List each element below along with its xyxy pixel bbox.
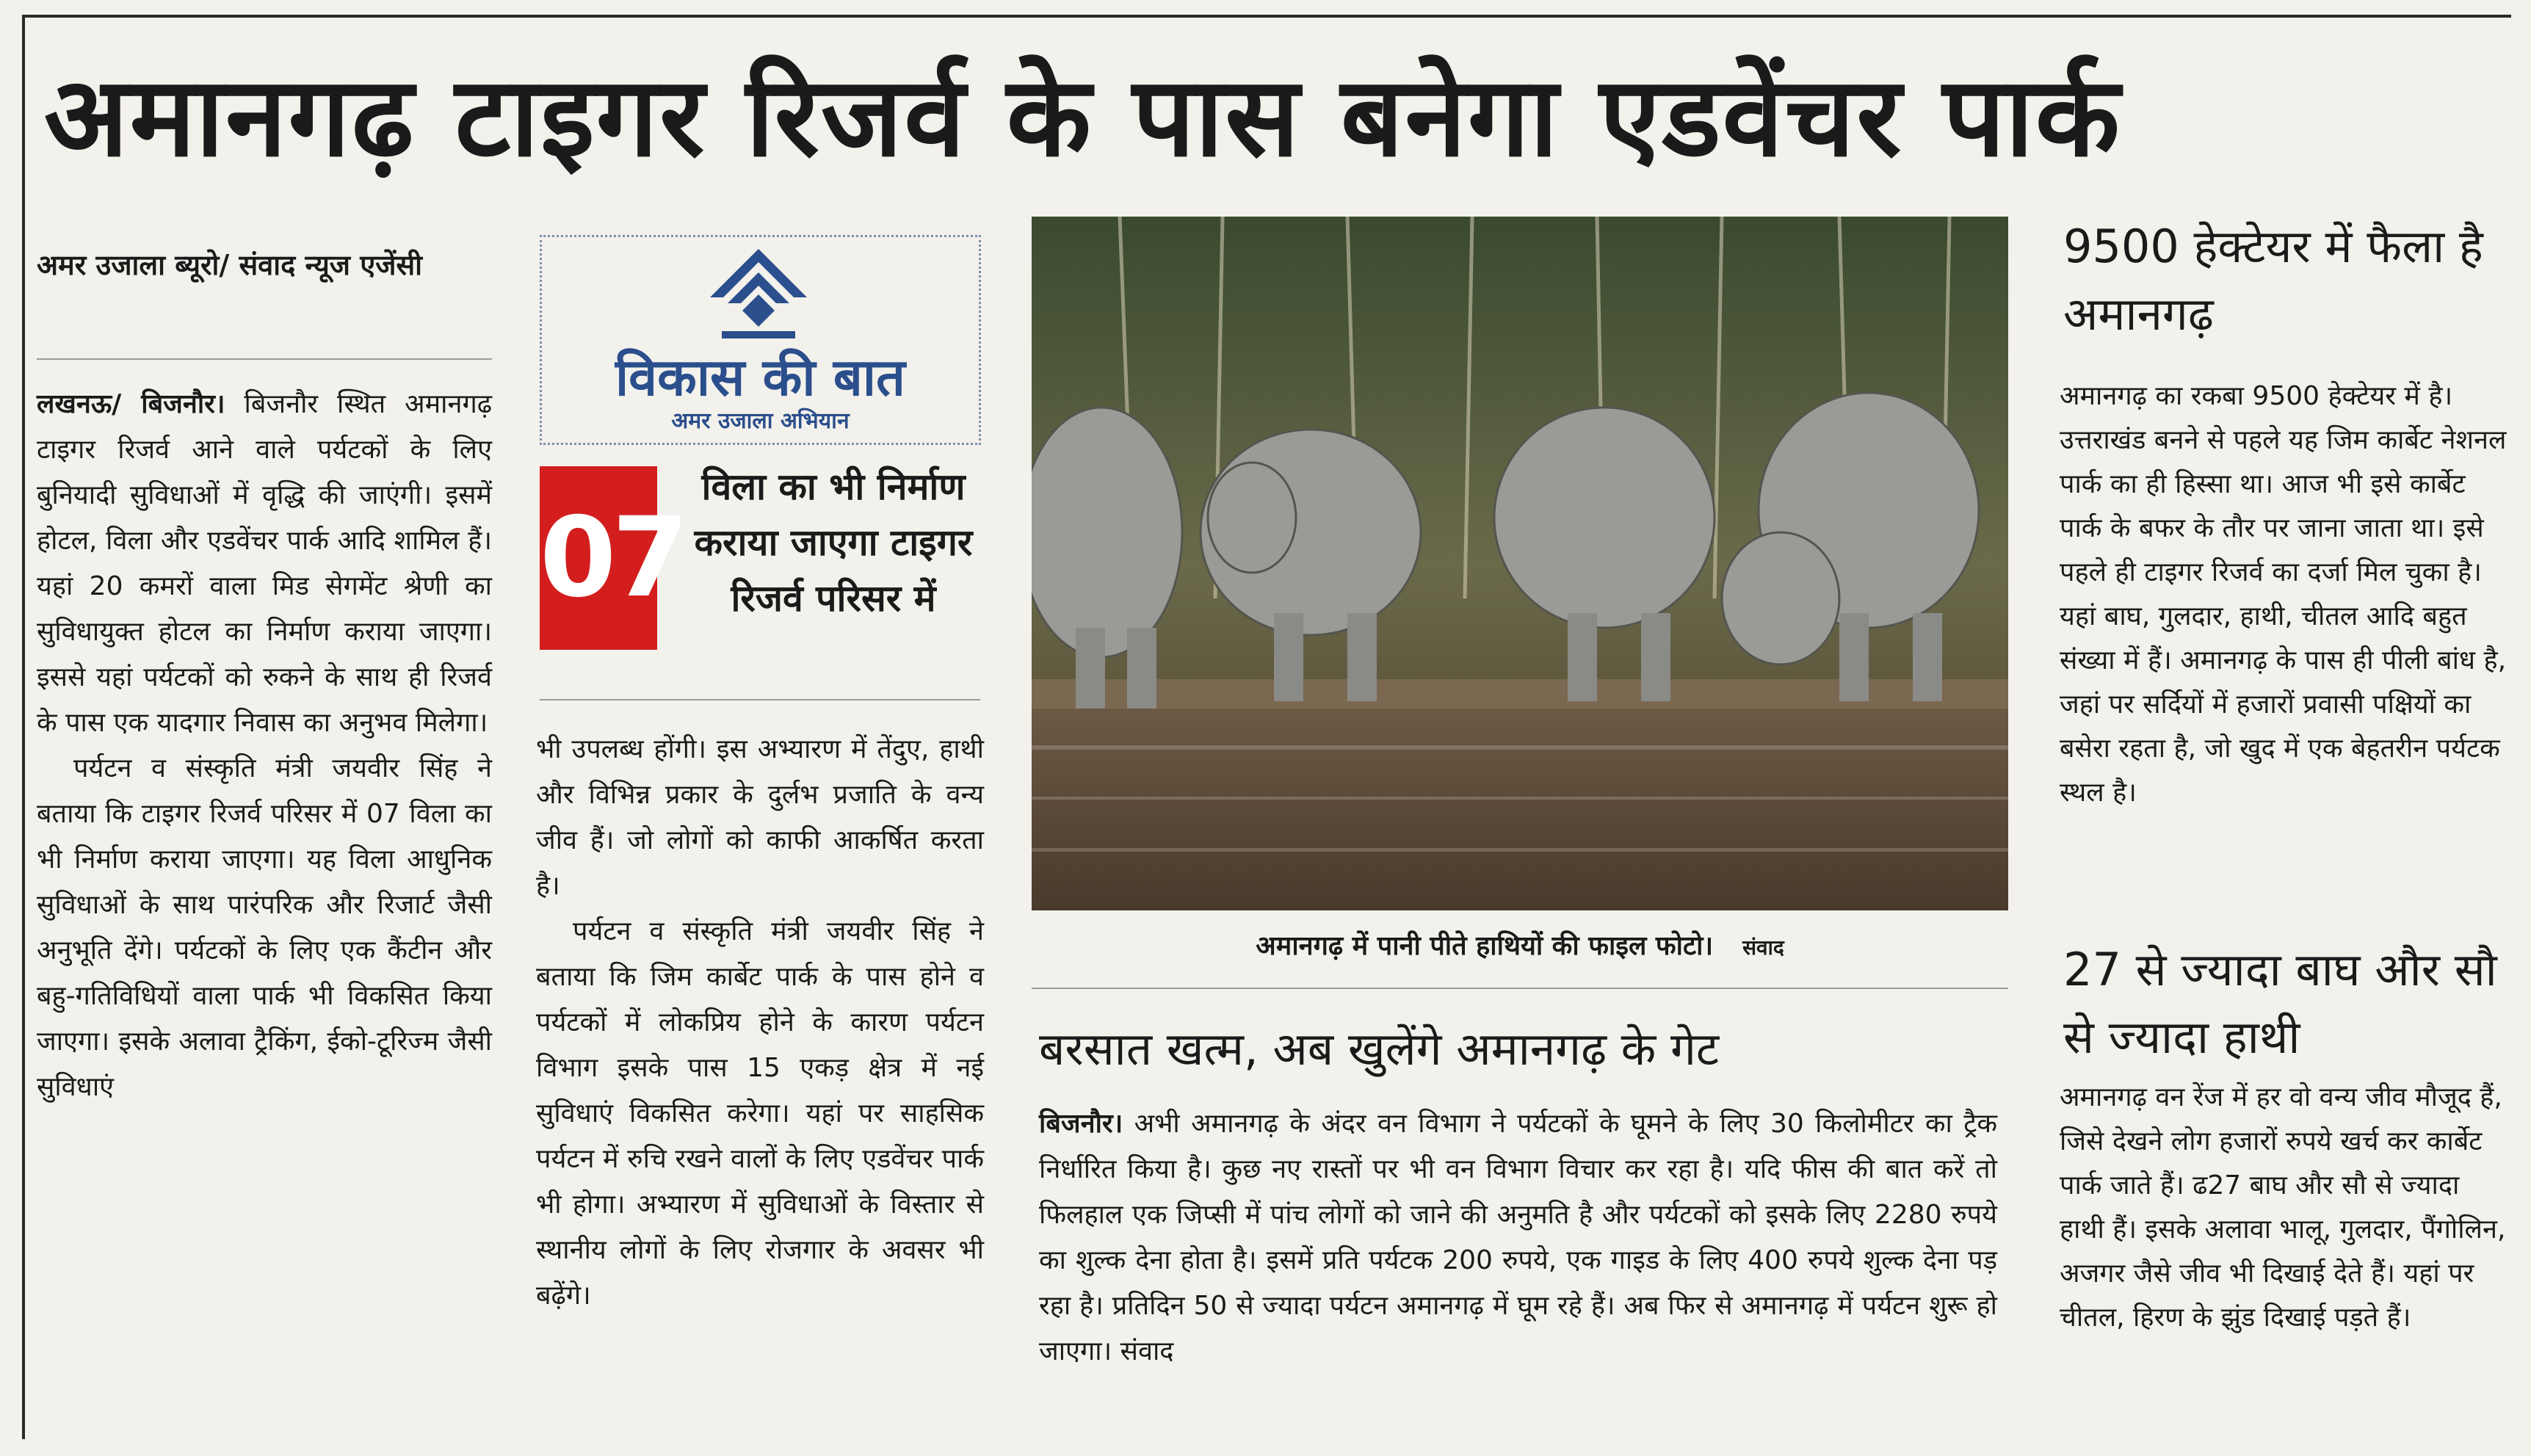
- column-1-para-2: पर्यटन व संस्कृति मंत्री जयवीर सिंह ने बताया कि टाइगर रिजर्व परिसर में 07 विला का भी निर्माण कराया जाएगा। यह विला आधुनिक सुविधाओं के साथ पारंपरिक और रिजार्ट जैसी अनुभूति देंगे। पर्यटकों के लिए एक कैंटीन और बहु-गतिविधियों वाला पार्क भी विकसित किया जाएगा। इसके अलावा ट्रैकिंग, ईको-टूरिज्म जैसी सुविधाएं: [37, 753, 492, 1102]
- logo-subtitle: अमर उजाला अभियान: [671, 408, 850, 434]
- middle-story-dateline: बिजनौर।: [1039, 1109, 1123, 1139]
- feature-highlight-text: विला का भी निर्माण कराया जाएगा टाइगर रिजर्व परिसर में: [694, 466, 973, 620]
- logo-title: विकास की बात: [615, 347, 905, 408]
- sidebar-text-2: अमानगढ़ वन रेंज में हर वो वन्य जीव मौजूद हैं, जिसे देखने लोग हजारों रुपये खर्च कर कार्बेट पार्क जाते हैं। ढ27 बाघ और सौ से ज्यादा हाथी हैं। इसके अलावा भालू, गुलदार, पैंगोलिन, अजगर जैसे जीव भी दिखाई देते हैं। यहां पर चीतल, हिरण के झुंड दिखाई पड़ते हैं।: [2060, 1082, 2506, 1333]
- sidebar-text-1: अमानगढ़ का रकबा 9500 हेक्टेयर में है। उत्तराखंड बनने से पहले यह जिम कार्बेट नेशनल पार्क का ही हिस्सा था। आज भी इसे कार्बेट पार्क के बफर के तौर पर जाना जाता था। इसे पहले ही टाइगर रिजर्व का दर्जा मिल चुका है। यहां बाघ, गुलदार, हाथी, चीतल आदि बहुत संख्या में हैं। अमानगढ़ के पास ही पीली बांध है, जहां पर सर्दियों में हजारों प्रवासी पक्षियों का बसेरा रहता है, जो खुद में एक बेहतरीन पर्यटक स्थल है।: [2060, 381, 2507, 808]
- column-2-body: [536, 727, 984, 1319]
- byline: अमर उजाला ब्यूरो/ संवाद न्यूज एजेंसी: [37, 249, 422, 281]
- column-2-para-1: भी उपलब्ध होंगी। इस अभ्यारण में तेंदुए, हाथी और विभिन्न प्रकार के दुर्लभ प्रजाति के वन्य जीव हैं। जो लोगों को काफी आकर्षित करता है।: [536, 734, 984, 901]
- top-border-rule: [22, 15, 2511, 18]
- column-1-body: [37, 382, 492, 1110]
- middle-story-body: [1039, 1101, 1997, 1374]
- diamond-logo-icon: [707, 246, 810, 341]
- photo-caption: [1032, 927, 2008, 963]
- photo-caption-text: अमानगढ़ में पानी पीते हाथियों की फाइल फोटो।: [1256, 931, 1714, 961]
- caption-divider: [1032, 988, 2008, 989]
- column-1-para-1: बिजनौर स्थित अमानगढ़ टाइगर रिजर्व आने वाले पर्यटकों के लिए बुनियादी सुविधाओं में वृद्धि की जाएंगी। इसमें होटल, विला और एडवेंचर पार्क आदि शामिल हैं। यहां 20 कमरों वाला मिड सेगमेंट श्रेणी का सुविधायुक्त होटल का निर्माण कराया जाएगा। इससे यहां पर्यटकों को रुकने के साथ ही रिजर्व के पास एक यादगार निवास का अनुभव मिलेगा।: [37, 389, 493, 738]
- sidebar-heading-1: 9500 हेक्टेयर में फैला है अमानगढ़: [2063, 220, 2483, 341]
- photo-credit: संवाद: [1742, 935, 1784, 960]
- sidebar-heading-2: 27 से ज्यादा बाघ और सौ से ज्यादा हाथी: [2063, 943, 2497, 1064]
- vikas-ki-baat-logo: [540, 235, 981, 445]
- column-2-para-2: पर्यटन व संस्कृति मंत्री जयवीर सिंह ने बताया कि जिम कार्बेट पार्क के पास होने व पर्यटकों में लोकप्रिय होने के कारण पर्यटन विभाग इसके पास 15 एकड़ क्षेत्र में नई सुविधाएं विकसित करेगा। यहां पर साहसिक पर्यटन में रुचि रखने वालों के लिए एडवेंचर पार्क भी होगा। अभ्यारण में सुविधाओं के विस्तार से स्थानीय लोगों के लिए रोजगार के अवसर भी बढ़ेंगे।: [536, 916, 984, 1311]
- middle-story-text: अभी अमानगढ़ के अंदर वन विभाग ने पर्यटकों के घूमने के लिए 30 किलोमीटर का ट्रैक निर्धारित किया है। कुछ नए रास्तों पर भी वन विभाग विचार कर रहा है। यदि फीस की बात करें तो फिलहाल एक जिप्सी में पांच लोगों को जाने की अनुमति है और पर्यटकों को इसके लिए 2280 रुपये का शुल्क देना होता है। इसमें प्रति पर्यटक 200 रुपये, एक गाइड के लिए 400 रुपये शुल्क देना पड़ रहा है। प्रतिदिन 50 से ज्यादा पर्यटन अमानगढ़ में घूम रहे हैं। अब फिर से अमानगढ़ में पर्यटन शुरू हो जाएगा। संवाद: [1039, 1109, 1997, 1366]
- byline-divider: [37, 358, 492, 360]
- left-border-rule: [22, 15, 25, 1439]
- feature-divider: [540, 699, 980, 700]
- elephants-photo: [1032, 217, 2008, 910]
- page-headline: अमानगढ़ टाइगर रिजर्व के पास बनेगा एडवेंचर पार्क: [44, 54, 2121, 181]
- middle-story-headline: बरसात खत्म, अब खुलेंगे अमानगढ़ के गेट: [1039, 1022, 1720, 1076]
- feature-number-badge: 07: [540, 466, 657, 650]
- dateline: लखनऊ/ बिजनौर।: [37, 389, 225, 419]
